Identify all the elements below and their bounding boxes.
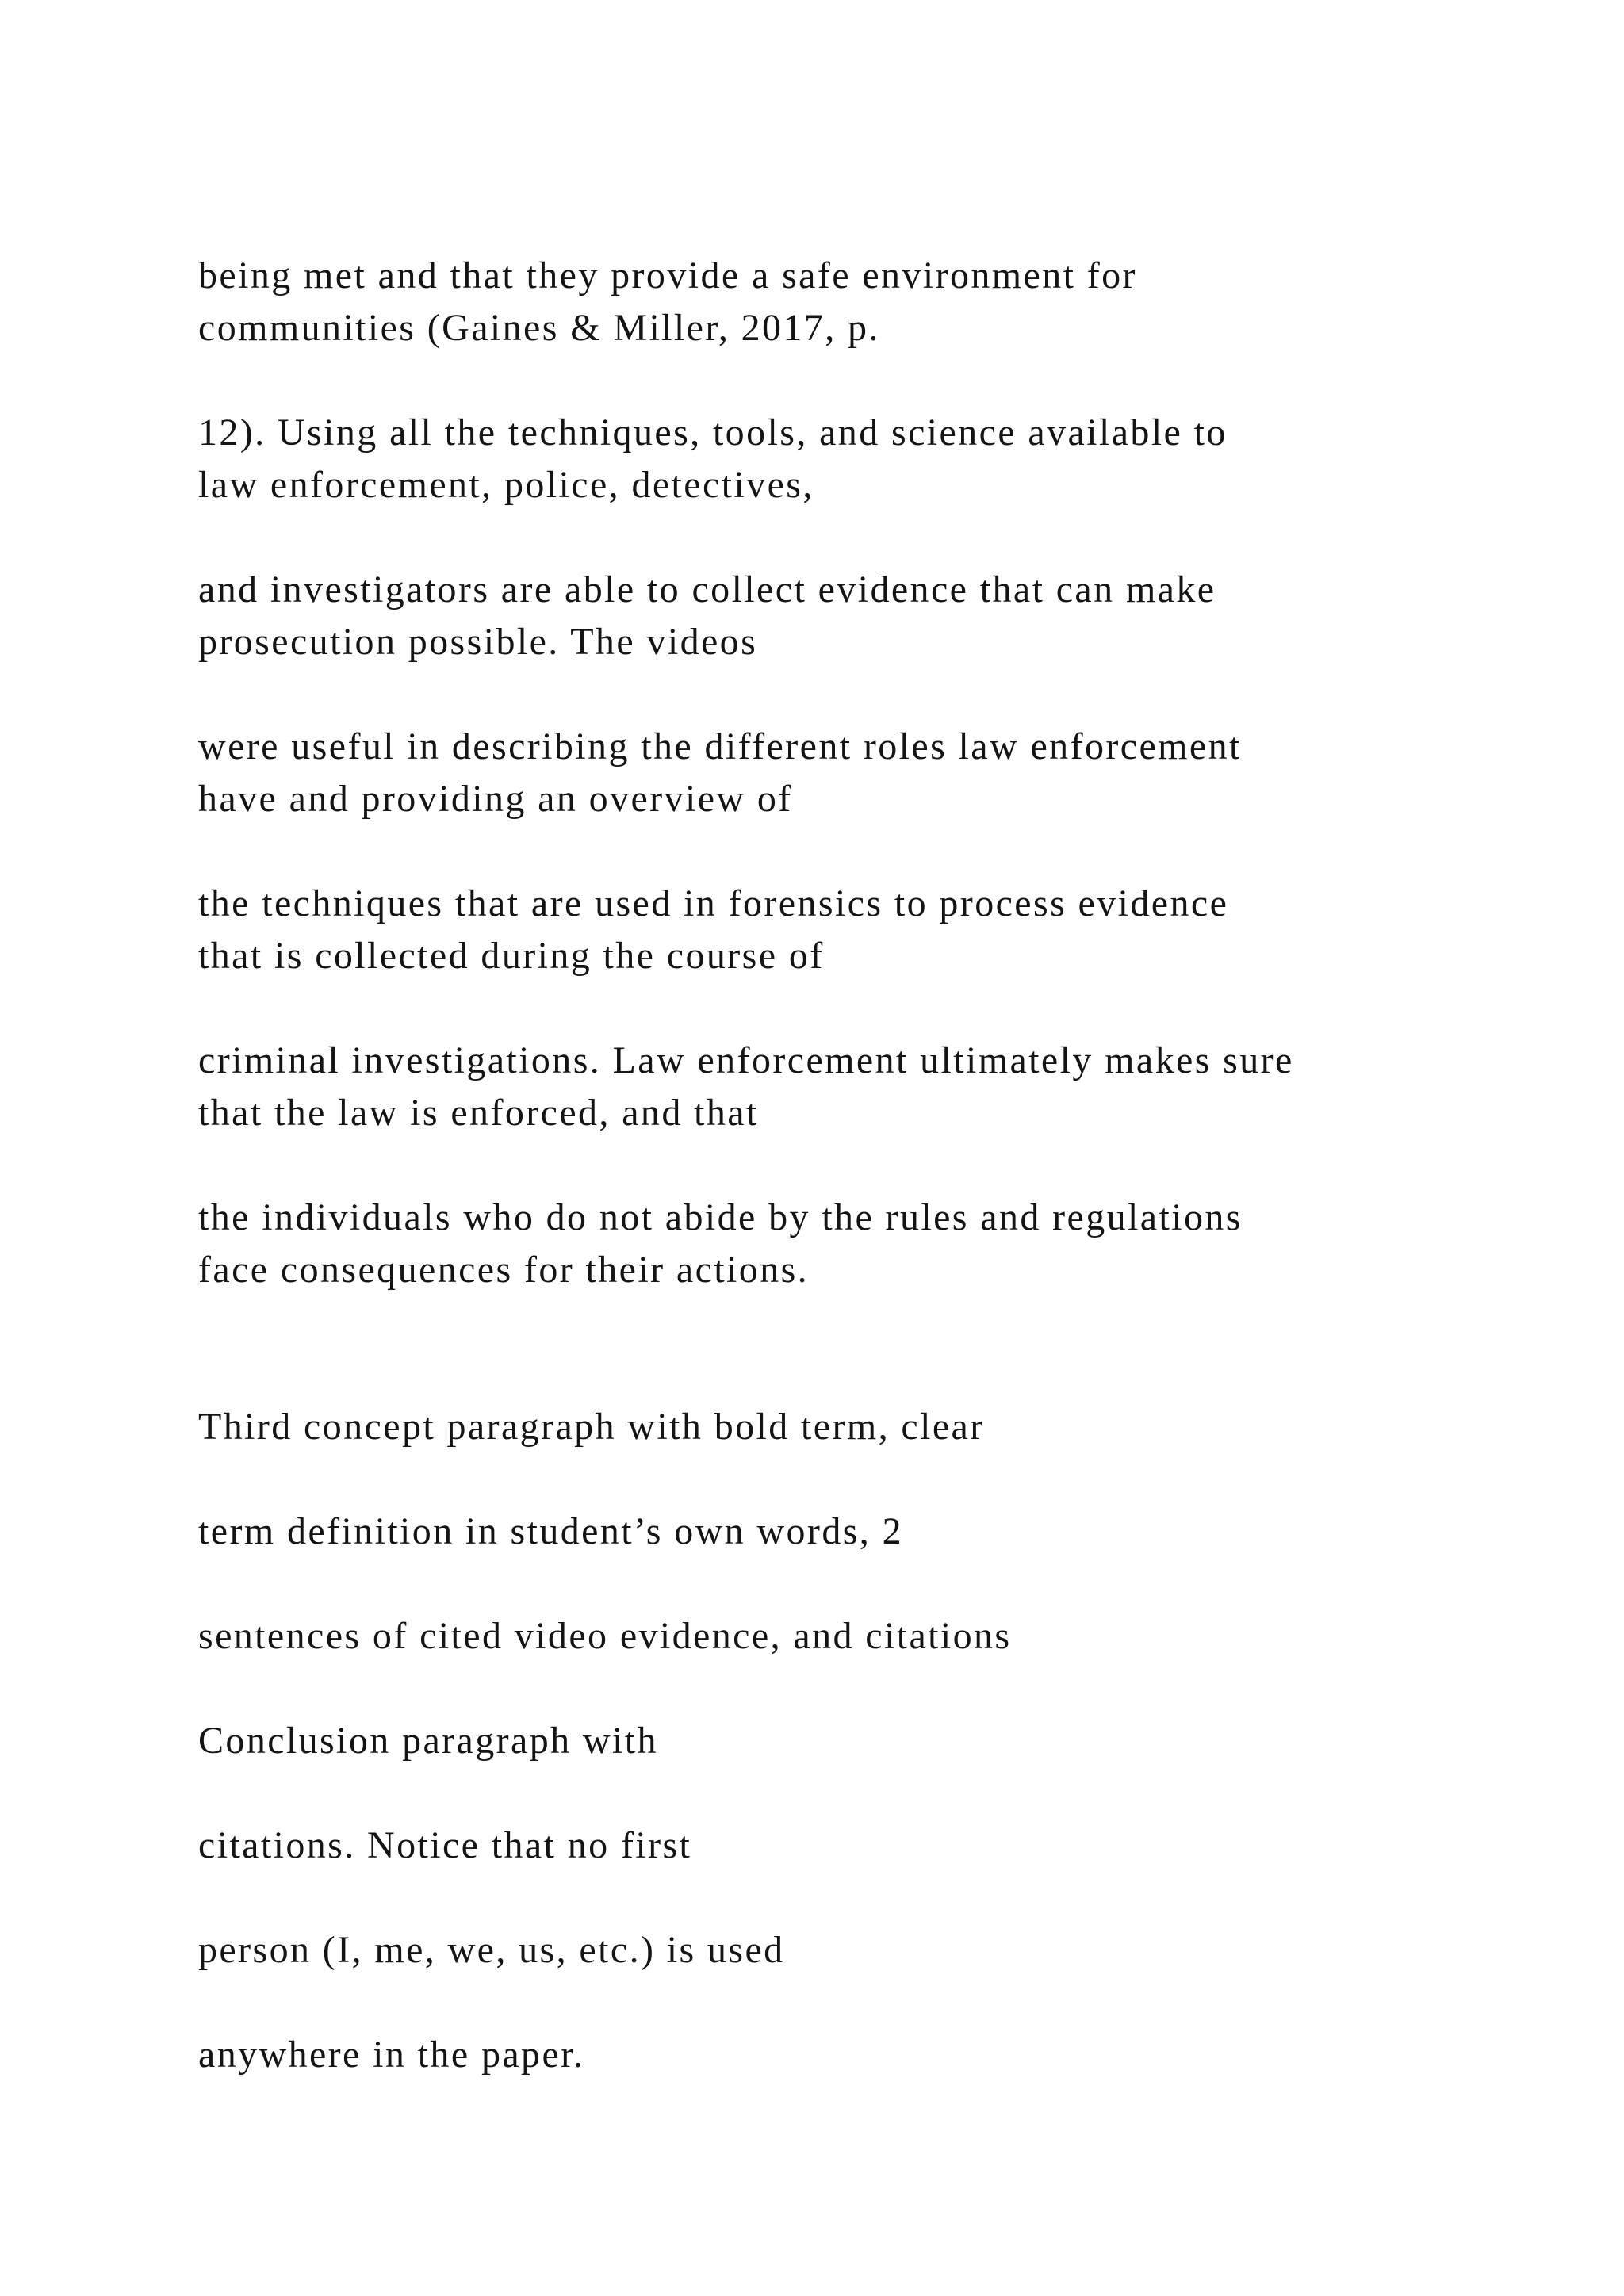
text-line: the individuals who do not abide by the rules and regulations <box>198 1196 1243 1238</box>
text-line: and investigators are able to collect evidence that can make <box>198 568 1216 610</box>
text-line: law enforcement, police, detectives, <box>198 464 814 506</box>
text-line: person (I, me, we, us, etc.) is used <box>198 1929 785 1971</box>
text-line: sentences of cited video evidence, and citations <box>198 1615 1012 1657</box>
text-line: communities (Gaines & Miller, 2017, p. <box>198 307 880 349</box>
text-line: being met and that they provide a safe environment for <box>198 254 1137 297</box>
text-line: Conclusion paragraph with <box>198 1720 658 1762</box>
text-line: the techniques that are used in forensics to process evidence <box>198 882 1229 924</box>
text-line: face consequences for their actions. <box>198 1249 810 1291</box>
text-line: that the law is enforced, and that <box>198 1092 759 1134</box>
text-line: 12). Using all the techniques, tools, and science available to <box>198 411 1228 453</box>
text-line: prosecution possible. The videos <box>198 621 758 663</box>
text-line: criminal investigations. Law enforcement ultimately makes sure <box>198 1039 1294 1081</box>
text-line: were useful in describing the different roles law enforcement <box>198 725 1242 767</box>
text-line: Third concept paragraph with bold term, clear <box>198 1406 985 1448</box>
text-line: that is collected during the course of <box>198 935 825 977</box>
text-line: term definition in student’s own words, 2 <box>198 1510 903 1552</box>
text-line: citations. Notice that no first <box>198 1824 692 1866</box>
text-line: have and providing an overview of <box>198 778 793 820</box>
text-line: anywhere in the paper. <box>198 2034 585 2076</box>
